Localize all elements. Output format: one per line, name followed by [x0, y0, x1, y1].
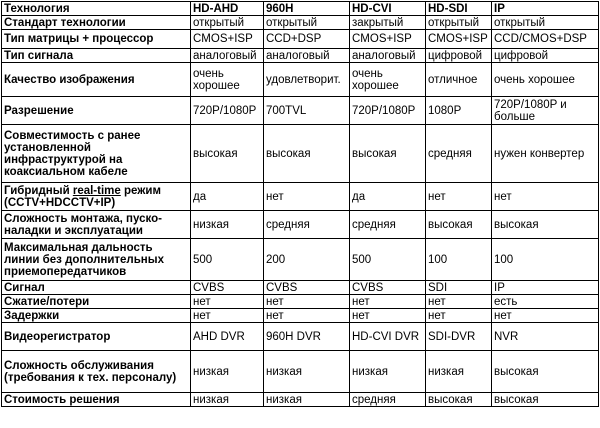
table-cell: AHD DVR — [191, 323, 264, 351]
table-cell: низкая — [191, 393, 264, 407]
row-label — [2, 183, 191, 211]
table-row — [2, 281, 599, 295]
table-cell: средняя — [264, 211, 350, 239]
row-label: Стоимость решения — [2, 393, 191, 407]
table-row — [2, 323, 599, 351]
table-row — [2, 63, 599, 97]
table-cell: очень хорошее — [350, 63, 426, 97]
table-cell: CVBS — [264, 281, 350, 295]
table-cell: высокая — [426, 393, 492, 407]
row-label: Тип матрицы + процессор — [2, 30, 191, 49]
table-cell: открытый — [426, 16, 492, 30]
table-cell: CVBS — [350, 281, 426, 295]
table-cell: CMOS+ISP — [191, 30, 264, 49]
table-cell: средняя — [350, 211, 426, 239]
table-cell: цифровой — [492, 49, 599, 63]
table-cell: высокая — [264, 125, 350, 183]
table-cell: аналоговый — [350, 49, 426, 63]
table-cell: IP — [492, 281, 599, 295]
table-row — [2, 211, 599, 239]
table-row — [2, 393, 599, 407]
table-row — [2, 183, 599, 211]
table-cell: нет — [264, 295, 350, 309]
table-cell: 700TVL — [264, 97, 350, 125]
table-cell: очень хорошее — [191, 63, 264, 97]
table-row — [2, 295, 599, 309]
table-cell: низкая — [191, 211, 264, 239]
table-cell: открытый — [264, 16, 350, 30]
table-cell: 100 — [426, 239, 492, 281]
table-cell: нет — [350, 309, 426, 323]
table-cell: низкая — [191, 351, 264, 393]
table-row — [2, 16, 599, 30]
table-cell: SDI-DVR — [426, 323, 492, 351]
table-cell: нет — [191, 295, 264, 309]
table-cell: удовлетворит. — [264, 63, 350, 97]
table-cell: низкая — [264, 393, 350, 407]
row-label: Сжатие/потери — [2, 295, 191, 309]
table-cell: нет — [264, 183, 350, 211]
row-label: Сложность обслуживания (требования к тех. персоналу) — [2, 351, 191, 393]
table-cell: высокая — [492, 393, 599, 407]
table-cell: средняя — [426, 125, 492, 183]
table-cell: низкая — [426, 351, 492, 393]
table-cell: отличное — [426, 63, 492, 97]
table-cell: низкая — [264, 351, 350, 393]
column-header-ip: IP — [492, 2, 599, 16]
table-cell: SDI — [426, 281, 492, 295]
table-cell: да — [350, 183, 426, 211]
table-cell: CCD+DSP — [264, 30, 350, 49]
table-cell: нет — [350, 295, 426, 309]
table-cell: 960H DVR — [264, 323, 350, 351]
table-cell: HD-CVI DVR — [350, 323, 426, 351]
table-row — [2, 125, 599, 183]
row-label-underlined: real-time — [72, 184, 121, 197]
row-label: Тип сигнала — [2, 49, 191, 63]
row-label: Видеорегистратор — [2, 323, 191, 351]
table-cell: высокая — [492, 351, 599, 393]
table-cell: 720P/1080P — [191, 97, 264, 125]
table-cell: CMOS+ISP — [350, 30, 426, 49]
table-row — [2, 351, 599, 393]
row-label: Сложность монтажа, пуско-наладки и эксплуатации — [2, 211, 191, 239]
table-cell: есть — [492, 295, 599, 309]
table-row — [2, 30, 599, 49]
row-label: Задержки — [2, 309, 191, 323]
table-cell: высокая — [350, 125, 426, 183]
row-label: Сигнал — [2, 281, 191, 295]
row-label-suffix: режим (CCTV+HDCCTV+IP) — [4, 184, 161, 209]
table-cell: 720P/1080P и больше — [492, 97, 599, 125]
row-label-prefix: Гибридный — [4, 184, 73, 197]
table-row — [2, 49, 599, 63]
table-cell: 100 — [492, 239, 599, 281]
table-cell: аналоговый — [191, 49, 264, 63]
row-label: Качество изображения — [2, 63, 191, 97]
table-cell: нет — [426, 295, 492, 309]
table-cell: нет — [492, 183, 599, 211]
table-cell: 500 — [191, 239, 264, 281]
table-cell: открытый — [492, 16, 599, 30]
column-header-hd-sdi: HD-SDI — [426, 2, 492, 16]
table-cell: средняя — [350, 393, 426, 407]
header-label: Технология — [2, 2, 191, 16]
table-cell: 500 — [350, 239, 426, 281]
table-cell: цифровой — [426, 49, 492, 63]
column-header-hd-cvi: HD-CVI — [350, 2, 426, 16]
table-cell: нет — [492, 309, 599, 323]
table-header-row — [2, 2, 599, 16]
table-cell: нет — [191, 309, 264, 323]
comparison-table — [1, 1, 599, 407]
table-cell: да — [191, 183, 264, 211]
table-cell: нет — [264, 309, 350, 323]
table-cell: очень хорошее — [492, 63, 599, 97]
table-cell: нет — [426, 309, 492, 323]
column-header-960h: 960H — [264, 2, 350, 16]
table-cell: CVBS — [191, 281, 264, 295]
table-cell: 1080P — [426, 97, 492, 125]
table-cell: открытый — [191, 16, 264, 30]
row-label: Максимальная дальность линии без дополнительных приемопередатчиков — [2, 239, 191, 281]
table-cell: аналоговый — [264, 49, 350, 63]
table-row — [2, 97, 599, 125]
table-cell: CMOS+ISP — [426, 30, 492, 49]
table-cell: высокая — [191, 125, 264, 183]
row-label: Разрешение — [2, 97, 191, 125]
row-label: Совместимость с ранее установленной инфраструктурой на коаксиальном кабеле — [2, 125, 191, 183]
table-row — [2, 239, 599, 281]
table-cell: нет — [426, 183, 492, 211]
column-header-hd-ahd: HD-AHD — [191, 2, 264, 16]
table-cell: NVR — [492, 323, 599, 351]
row-label: Стандарт технологии — [2, 16, 191, 30]
table-cell: 720P/1080P — [350, 97, 426, 125]
table-cell: закрытый — [350, 16, 426, 30]
table-cell: нужен конвертер — [492, 125, 599, 183]
table-cell: низкая — [350, 351, 426, 393]
table-row — [2, 309, 599, 323]
table-cell: CCD/CMOS+DSP — [492, 30, 599, 49]
table-cell: высокая — [426, 211, 492, 239]
table-cell: высокая — [492, 211, 599, 239]
table-cell: 200 — [264, 239, 350, 281]
